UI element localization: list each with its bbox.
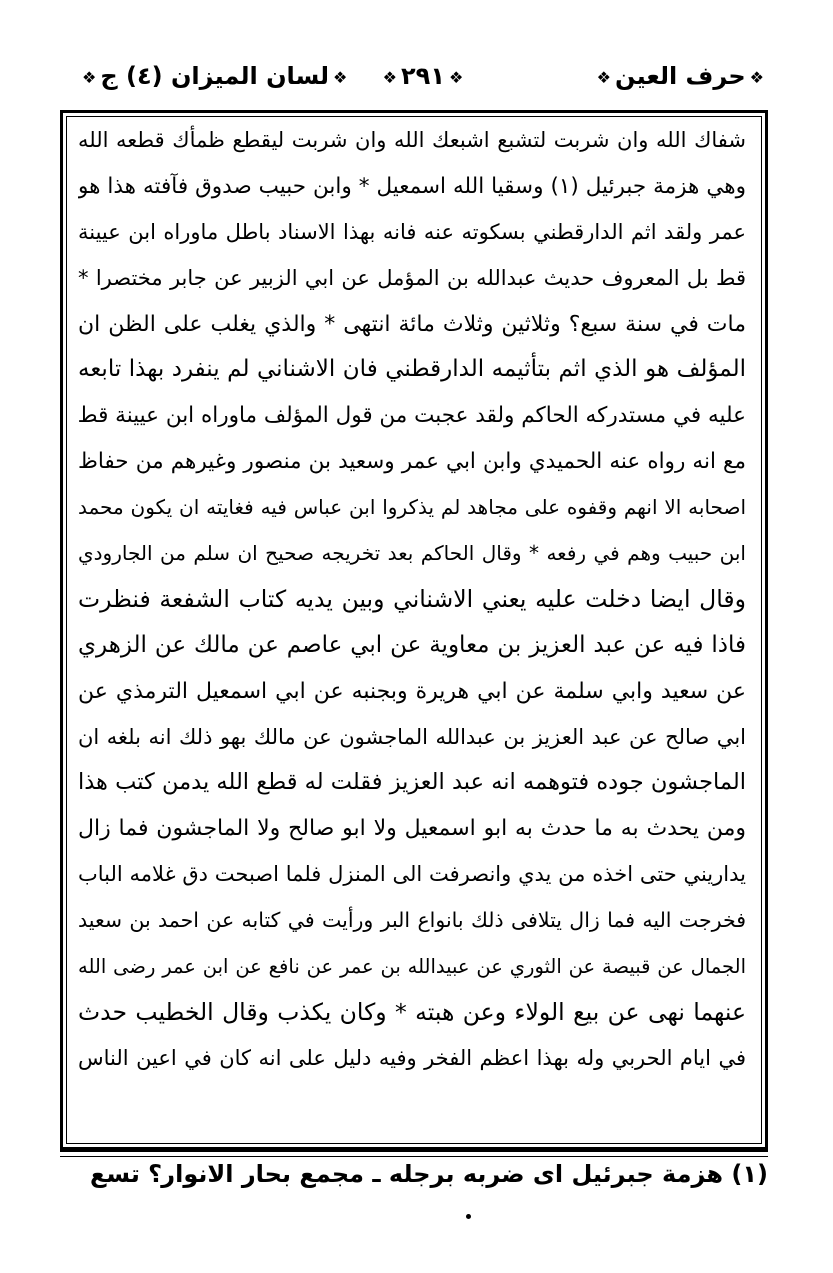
text-line: المؤلف هو الذي اثم بتأثيمه الدارقطني فان الاشناني لم ينفرد بهذا تابعه (78, 356, 746, 383)
ornament-icon: ❖ (333, 67, 348, 87)
ornament-icon: ❖ (749, 67, 764, 87)
footnote-side-note: ؟ تسع (90, 1160, 163, 1188)
ornament-icon: ❖ (596, 67, 612, 87)
text-line: ابن حبيب وهم في رفعه * وقال الحاكم بعد تخريجه صحيح ان سلم من الجارودي (78, 541, 746, 566)
body-text (78, 118, 746, 1138)
text-line: اصحابه الا انهم وقفوه على مجاهد لم يذكروا ابن عباس فيه فغايته ان يكون محمد (78, 495, 746, 520)
ornament-icon: ❖ (382, 67, 398, 87)
text-line: الماجشون جوده فتوهمه انه عبد العزيز فقلت له قطع الله يدمن كتب هذا (78, 769, 746, 796)
ornament-icon: ❖ (82, 67, 97, 87)
text-line: عنهما نهى عن بيع الولاء وعن هبته * وكان يكذب وقال الخطيب حدث (78, 997, 746, 1026)
header-chapter-title: ❖حرف العين❖ (596, 62, 764, 90)
text-line: عليه في مستدركه الحاكم ولقد عجبت من قول المؤلف ماوراه ابن عيينة قط (78, 403, 746, 429)
text-line: عن سعيد وابي سلمة عن ابي هريرة وبجنبه عن ابي اسمعيل الترمذي عن (78, 678, 746, 704)
text-line: قط بل المعروف حديث عبدالله بن المؤمل عن ابي الزبير عن جابر مختصرا * (78, 265, 746, 290)
text-line: مع انه رواه عنه الحميدي وابن ابي عمر وسعيد بن منصور وغيرهم من حفاظ (78, 449, 746, 475)
text-line: ومن يحدث به ما حدث به ابو اسمعيل ولا ابو صالح ولا الماجشون فما زال (78, 816, 746, 842)
text-line: فخرجت اليه فما زال يتلافى ذلك بانواع البر ورأيت في كتابه عن احمد بن سعيد (78, 908, 746, 933)
header-book-title: ❖لسان الميزان (٤) ج❖ (82, 62, 348, 90)
text-line: وهي هزمة جبرئيل (١) وسقيا الله اسمعيل * وابن حبيب صدوق فآفته هذا هو (78, 173, 746, 199)
text-line: وقال ايضا دخلت عليه يعني الاشناني وبين يديه كتاب الشفعة فنظرت (78, 584, 746, 613)
footnote-divider-thin (60, 1156, 768, 1157)
text-line: يداريني حتى اخذه من يدي وانصرفت الى المنزل فلما اصبحت دق غلامه الباب (78, 862, 746, 887)
page-header (78, 56, 768, 108)
text-line: في ايام الحربي وله بهذا اعظم الفخر وفيه دليل على انه كان في اعين الناس (78, 1045, 746, 1070)
text-line: ابي صالح عن عبد العزيز بن عبدالله الماجشون عن مالك بهو ذلك انه بلغه ان (78, 724, 746, 749)
text-line: فاذا فيه عن عبد العزيز بن معاوية عن ابي عاصم عن مالك عن الزهري (78, 631, 746, 658)
ornament-icon: ❖ (448, 67, 464, 87)
text-line: مات في سنة سبع؟ وثلاثين وثلاث مائة انتهى * والذي يغلب على الظن ان (78, 311, 746, 337)
text-line: شفاك الله وان شربت لتشبع اشبعك الله وان شربت ليقطع ظمأك قطعه الله (78, 128, 746, 152)
page-number: ❖٢٩١❖ (382, 62, 464, 90)
text-line: عمر ولقد اثم الدارقطني بسكوته عنه فانه بهذا الاسناد باطل ماوراه ابن عيينة (78, 219, 746, 244)
footnote-text: (١) هزمة جبرئيل اى ضربه برجله ـ مجمع بحار الانوار (161, 1160, 768, 1188)
ink-dot (466, 1214, 471, 1219)
footnote-divider (60, 1150, 768, 1152)
text-line: الجمال عن قبيصة عن الثوري عن عبيدالله بن عمر عن نافع عن ابن عمر رضى الله (78, 955, 746, 979)
